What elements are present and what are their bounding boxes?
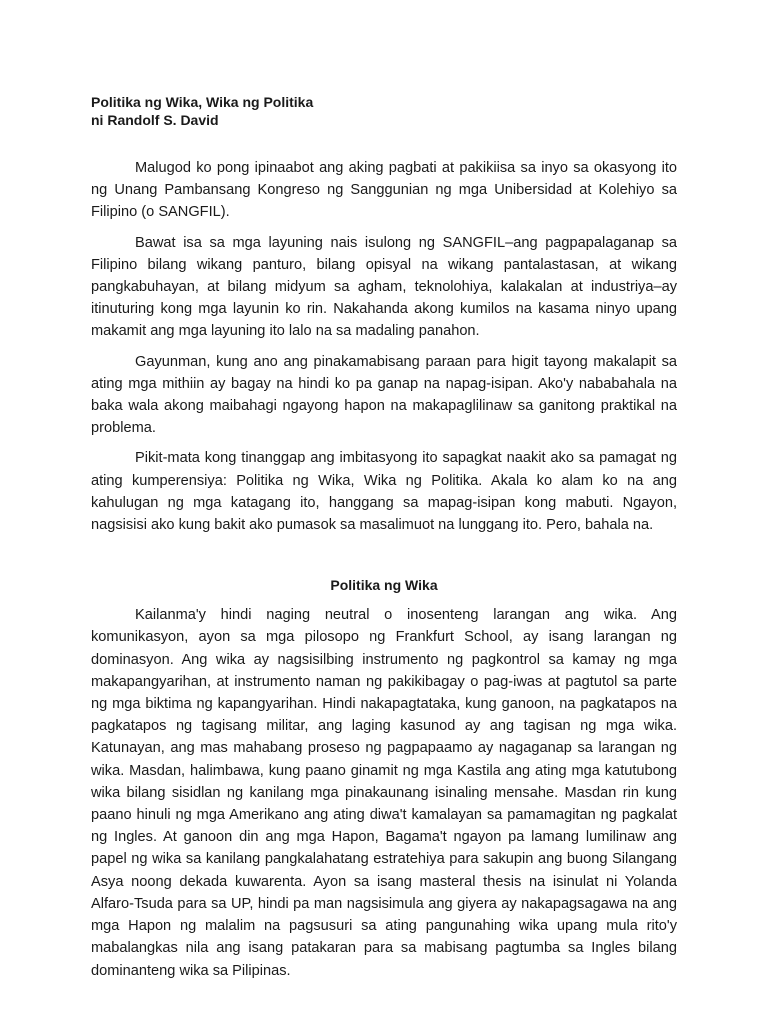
section-heading: Politika ng Wika: [330, 577, 438, 594]
document-author: ni Randolf S. David: [91, 112, 219, 128]
intro-paragraph-4: Pikit-mata kong tinanggap ang imbitasyong ito sapagkat naakit ako sa pamagat ng ating kumperensiya: Politika ng Wika, Wika ng Politika. Akala ko alam ko na ang kahulugan ng mga katagang ito, hanggang sa mapag-isipan kong mabuti. Ngayon, nagsisisi ako kung bakit ako pumasok sa masalimuot na lunggang ito. Pero, bahala na.: [91, 450, 677, 534]
intro-paragraph-1: Malugod ko pong ipinaabot ang aking pagbati at pakikiisa sa inyo sa okasyong ito ng Unang Pambansang Kongreso ng Sanggunian ng mga Unibersidad at Kolehiyo sa Filipino (o SANGFIL).: [91, 160, 677, 221]
section-paragraph: Kailanma'y hindi naging neutral o inosenteng larangan ang wika. Ang komunikasyon, ayon sa mga pilosopo ng Frankfurt School, ay isang larangan ng dominasyon. Ang wika ay nagsisilbing instrumento ng pagkontrol sa kamay ng mga makapangyarihan, at instrumento naman ng pakikibagay o pag-iwas at pagtutol sa parte ng mga biktima ng kapangyarihan. Hindi nakapagtataka, kung ganoon, na pagkatapos na pagkatapos ng tagisang militar, ang laging kasunod ay ang tagisan ng mga wika. Katunayan, ang mas mahabang proseso ng pagpapaamo ay nagaganap sa larangan ng wika. Masdan, halimbawa, kung paano ginamit ng mga Kastila ang ating mga katutubong wika bilang sisidlan ng kanilang mga pinakaunang isinaling mensahe. Masdan rin kung paano hinuli ng mga Amerikano ang ating diwa't kamalayan sa pamamagitan ng pagkalat ng Ingles. At ganoon din ang mga Hapon, Bagama't ngayon pa lamang lumilinaw ang papel ng wika sa kanilang pangkalahatang estratehiya para sakupin ang buong Silangang Asya noong dekada kuwarenta. Ayon sa isang masteral thesis na isinulat ni Yolanda Alfaro-Tsuda para sa UP, hindi pa man nagsisimula ang giyera ay nakapagsagawa na ang mga Hapon ng malalim na pagsusuri sa ating pangunahing wika upang mula rito'y mabalangkas nila ang isang patakaran para sa mabisang pagtumba sa Ingles bilang dominanteng wika sa Pilipinas.: [91, 607, 677, 979]
document-page: [91, 93, 677, 990]
document-title: Politika ng Wika, Wika ng Politika: [91, 94, 314, 110]
intro-paragraph-3: Gayunman, kung ano ang pinakamabisang paraan para higit tayong makalapit sa ating mga mithiin ay bagay na hindi ko pa ganap na napag-isipan. Ako'y nababahala na baka wala akong maibahagi ngayong hapon na makapaglilinaw sa ganitong praktikal na problema.: [91, 353, 677, 437]
intro-paragraph-2: Bawat isa sa mga layuning nais isulong ng SANGFIL–ang pagpapalaganap sa Filipino bilang wikang panturo, bilang opisyal na wikang pantalastasan, at wikang pangkabuhayan, at bilang midyum sa agham, teknolohiya, kalakalan at industriya–ay itinuturing kong mga layunin ko rin. Nakahanda akong kumilos na kasama ninyo upang makamit ang mga layuning ito lalo na sa madaling panahon.: [91, 234, 677, 340]
